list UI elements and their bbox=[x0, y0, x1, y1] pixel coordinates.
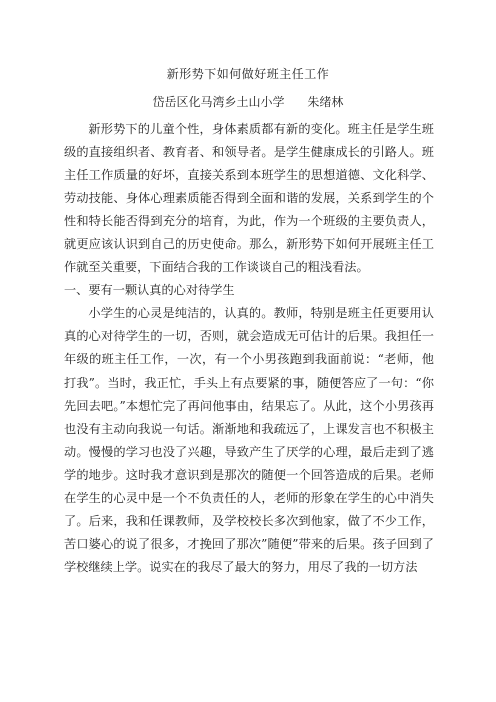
document-body bbox=[64, 118, 434, 579]
paragraph-intro: 新形势下的儿童个性，身体素质都有新的变化。班主任是学生班级的直接组织者、教育者、和领导者。是学生健康成长的引路人。班主任工作质量的好坏，直接关系到本班学生的思想道德、文化科学、劳动技能、身体心理素质能否得到全面和谐的发展，关系到学生的个性和特长能否得到充分的培育，为此，作为一个班级的主要负责人，就更应该认识到自己的历史使命。那么，新形势下如何开展班主任工作就至关重要，下面结合我的工作谈谈自己的粗浅看法。 bbox=[64, 122, 434, 275]
document-title: 新形势下如何做好班主任工作 bbox=[166, 67, 330, 81]
paragraph-section-1: 小学生的心灵是纯洁的，认真的。教师，特别是班主任更要用认真的心对待学生的一切，否则，就会造成无可估计的后果。我担任一年级的班主任工作，一次，有一个小男孩跑到我面前说：“老师，他打我”。当时，我正忙，手头上有点要紧的事，随便答应了一句：“你先回去吧。”本想忙完了再问他事由，结果忘了。从此，这个小男孩再也没有主动向我说一句话。渐渐地和我疏远了，上课发言也不积极主动。慢慢的学习也没了兴趣，导致产生了厌学的心理，最后走到了逃学的地步。这时我才意识到是那次的随便一个回答造成的后果。老师在学生的心灵中是一个不负责任的人，老师的形象在学生的心中消失了。后来，我和任课教师，及学校校长多次到他家，做了不少工作，苦口婆心的说了很多，才挽回了那次”随便”带来的后果。孩子回到了学校继续上学。说实在的我尽了最大的努力，用尽了我的一切方法 bbox=[64, 306, 434, 574]
author-line: 岱岳区化马湾乡土山小学 朱绪林 bbox=[152, 95, 344, 109]
section-heading: 一、要有一颗认真的心对待学生 bbox=[64, 283, 235, 298]
